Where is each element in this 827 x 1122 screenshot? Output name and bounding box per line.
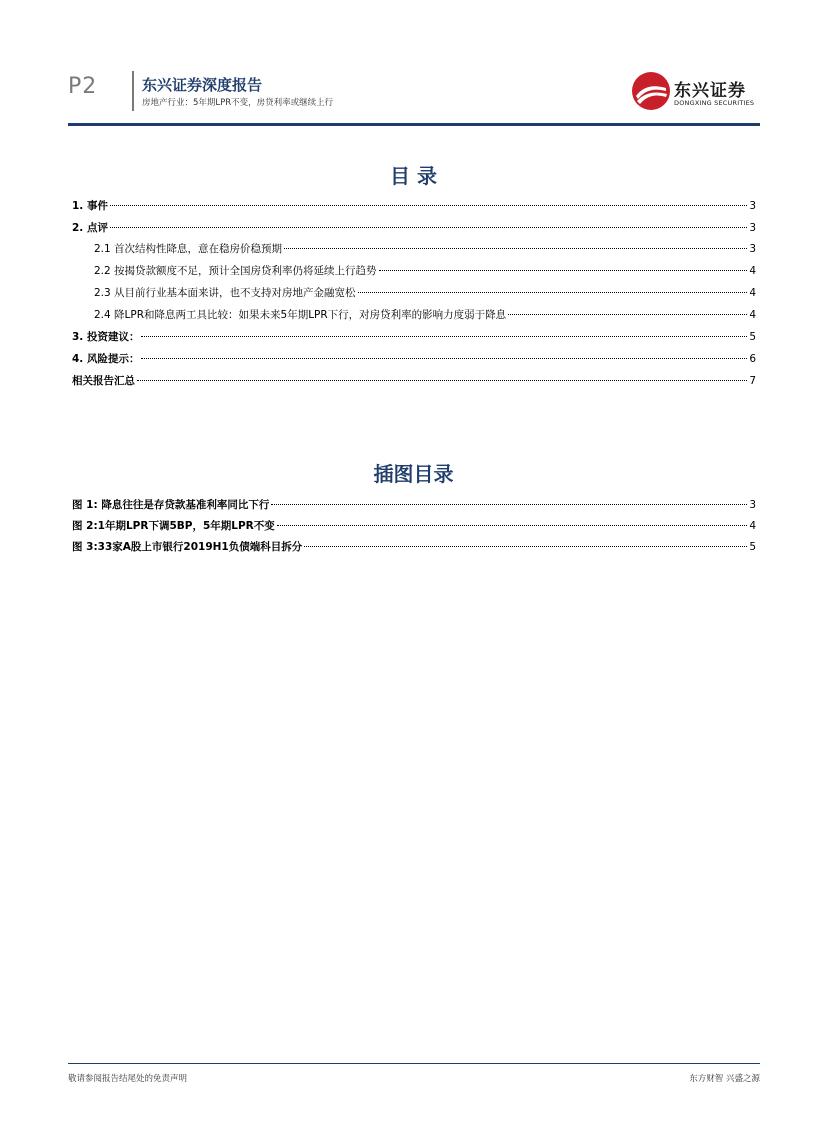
toc-entry[interactable]	[94, 285, 756, 301]
toc-entry-label: 2.4 降LPR和降息两工具比较：如果未来5年期LPR下行，对房贷利率的影响力度弱于降息	[94, 309, 507, 321]
figure-entry[interactable]	[72, 518, 756, 534]
toc-entry-label: 2.1 首次结构性降息，意在稳房价稳预期	[94, 243, 283, 255]
figures-title: 插图目录	[373, 462, 454, 486]
figure-entry-page: 5	[749, 541, 756, 553]
toc-entry-page: 7	[749, 375, 756, 387]
toc-entry[interactable]	[94, 263, 756, 279]
header-divider	[132, 71, 134, 111]
logo-english-name: DONGXING SECURITIES	[674, 99, 755, 107]
toc-entry-page: 4	[749, 309, 756, 321]
toc-entry-page: 3	[749, 222, 756, 234]
toc-title: 目 录	[390, 164, 437, 188]
footer-slogan: 东方财智 兴盛之源	[689, 1074, 760, 1084]
toc-entry-label: 1. 事件	[72, 200, 108, 212]
toc-entry[interactable]	[72, 220, 756, 236]
report-subtitle: 房地产行业：5年期LPR不变，房贷利率或继续上行	[142, 98, 334, 108]
toc-entry-page: 4	[749, 265, 756, 277]
toc-leader	[110, 227, 747, 228]
toc-leader	[277, 525, 748, 526]
toc-leader	[304, 546, 747, 547]
toc-leader	[379, 270, 748, 271]
toc-entry[interactable]	[94, 241, 756, 257]
toc-entry-page: 3	[749, 200, 756, 212]
toc-entry-label: 2.2 按揭贷款额度不足，预计全国房贷利率仍将延续上行趋势	[94, 265, 377, 277]
toc-entry[interactable]	[72, 198, 756, 214]
toc-entry-label: 2.3 从目前行业基本面来讲，也不支持对房地产金融宽松	[94, 287, 356, 299]
header-rule	[68, 123, 760, 126]
toc-entry-label: 相关报告汇总	[72, 375, 135, 387]
toc-leader	[110, 205, 747, 206]
toc-entry-label: 3. 投资建议：	[72, 331, 140, 343]
figure-entry-label: 图 3:33家A股上市银行2019H1负债端科目拆分	[72, 541, 303, 553]
figure-entry-label: 图 1: 降息往往是存贷款基准利率同比下行	[72, 499, 270, 511]
report-brand-title: 东兴证券深度报告	[142, 76, 263, 94]
toc-entry-page: 4	[749, 287, 756, 299]
page-header	[68, 66, 760, 126]
figure-entry[interactable]	[72, 539, 756, 555]
toc-leader	[358, 292, 748, 293]
toc-leader	[137, 380, 747, 381]
toc-leader	[141, 358, 747, 359]
figure-entry[interactable]	[72, 497, 756, 513]
toc-entry-label: 2. 点评	[72, 222, 108, 234]
page-number: P2	[68, 74, 98, 99]
figure-entry-page: 4	[749, 520, 756, 532]
figure-entry-page: 3	[749, 499, 756, 511]
toc-leader	[141, 336, 747, 337]
dongxing-logo-icon	[630, 70, 672, 112]
figure-entry-label: 图 2:1年期LPR下调5BP，5年期LPR不变	[72, 520, 275, 532]
toc-leader	[284, 248, 747, 249]
toc-entry[interactable]	[72, 329, 756, 345]
toc-entry-page: 6	[749, 353, 756, 365]
toc-leader	[271, 504, 747, 505]
footer-disclaimer: 敬请参阅报告结尾处的免责声明	[68, 1074, 188, 1084]
company-logo	[630, 70, 760, 114]
toc-entry-label: 4. 风险提示：	[72, 353, 140, 365]
toc-entry[interactable]	[72, 373, 756, 389]
logo-chinese-name: 东兴证券	[674, 81, 746, 101]
toc-leader	[508, 314, 747, 315]
footer-rule	[68, 1063, 760, 1064]
toc-entry-page: 3	[749, 243, 756, 255]
toc-entry[interactable]	[94, 307, 756, 323]
toc-entry-page: 5	[749, 331, 756, 343]
toc-entry[interactable]	[72, 351, 756, 367]
